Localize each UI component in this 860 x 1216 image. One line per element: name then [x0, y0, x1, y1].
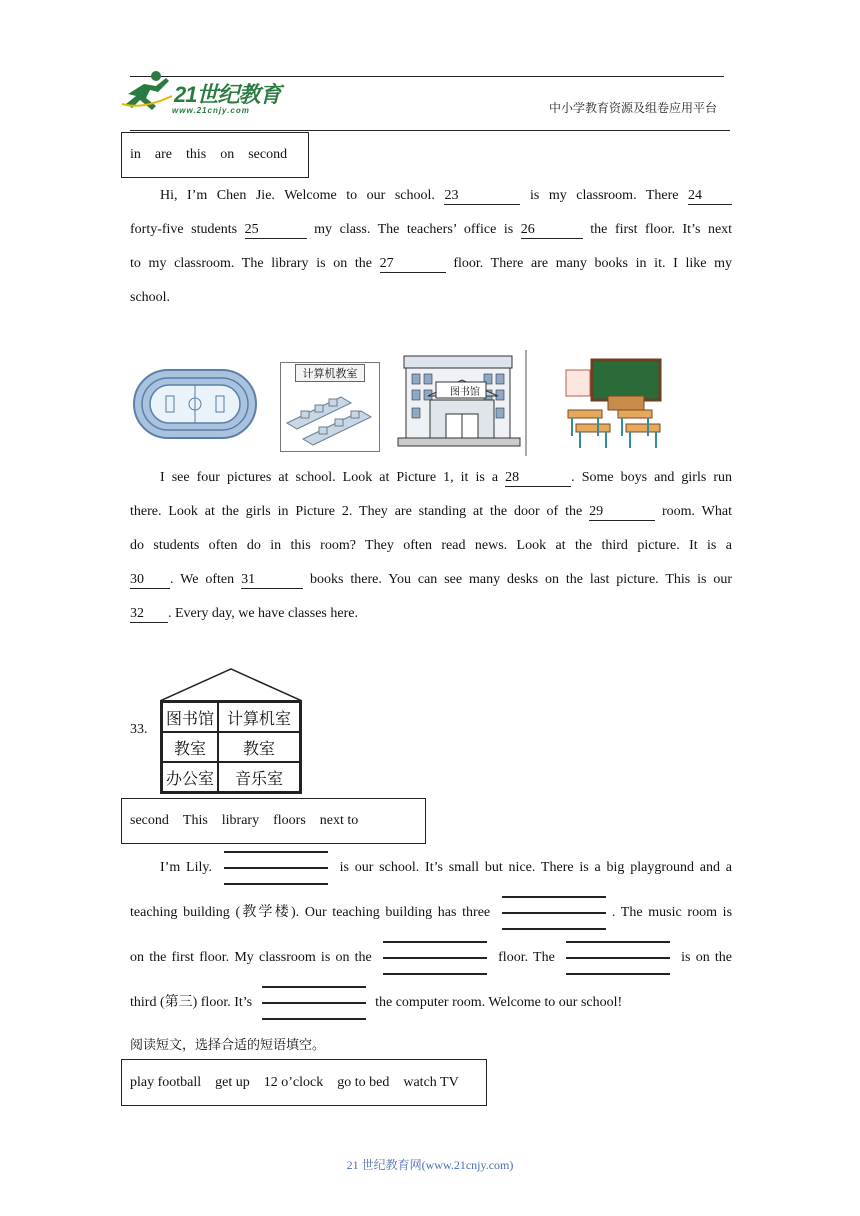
- blank-28[interactable]: 28: [505, 470, 571, 487]
- text: . The music room is: [611, 905, 733, 920]
- floor-cell: 计算机室: [218, 702, 300, 732]
- footer-link[interactable]: 21 世纪教育网(www.21cnjy.com): [346, 1158, 514, 1172]
- s3-line-3: [130, 940, 732, 976]
- word-box-3: [121, 1059, 487, 1106]
- word-box-1: [121, 132, 309, 178]
- library-sign: 图书馆: [450, 387, 480, 398]
- word-option: This: [182, 813, 208, 828]
- s1-line-4: school.: [130, 290, 171, 305]
- header-bottom-rule: [130, 130, 730, 131]
- answer-blank[interactable]: [383, 941, 487, 975]
- word-option: second: [130, 813, 169, 828]
- answer-blank[interactable]: [566, 941, 670, 975]
- word-box-2: [121, 798, 426, 844]
- s2-line-3: do students often do in this room? They often read news. Look at the third picture. It is a: [130, 538, 732, 553]
- blank-32[interactable]: 32: [130, 606, 168, 623]
- s2-line-5: [130, 604, 732, 624]
- text: teaching building (教学楼). Our teaching building has three: [130, 905, 491, 920]
- word-option: library: [221, 813, 260, 828]
- s2-line-1: [130, 468, 732, 488]
- text: I see four pictures at school. Look at Picture 1, it is a: [160, 470, 499, 485]
- phrase-option: 12 o’clock: [263, 1074, 324, 1090]
- blank-30[interactable]: 30: [130, 572, 170, 589]
- answer-blank[interactable]: [224, 851, 328, 885]
- computer-room-sign: 计算机教室: [295, 364, 365, 382]
- text: is my classroom. There: [530, 188, 679, 203]
- text: floor. The: [498, 950, 555, 965]
- floor-cell: 教室: [162, 732, 218, 762]
- text: . Every day, we have classes here.: [168, 606, 358, 621]
- phrase-option: go to bed: [337, 1074, 390, 1090]
- text: . We often: [170, 572, 235, 587]
- text: my class. The teachers’ office is: [314, 222, 514, 237]
- text: is on the: [681, 950, 732, 965]
- s1-line-2: [130, 220, 732, 240]
- blank-29[interactable]: 29: [589, 504, 655, 521]
- text: Hi, I’m Chen Jie. Welcome to our school.: [160, 188, 435, 203]
- text: . Some boys and girls run: [571, 470, 733, 485]
- text: books there. You can see many desks on the last picture. This is our: [310, 572, 733, 587]
- text: to my classroom. The library is on the: [130, 256, 372, 271]
- library-building-picture: [394, 350, 532, 456]
- text: forty-five students: [130, 222, 238, 237]
- blank-23[interactable]: 23: [444, 188, 520, 205]
- s1-line-3: [130, 254, 732, 274]
- instruction: 阅读短文，选择合适的短语填空。: [130, 1038, 326, 1053]
- runner-logo-icon: [122, 70, 174, 112]
- word-option: floors: [273, 813, 306, 828]
- text: there. Look at the girls in Picture 2. They are standing at the door of the: [130, 504, 583, 519]
- blank-24[interactable]: 24: [688, 188, 732, 205]
- blank-27[interactable]: 27: [380, 256, 446, 273]
- floor-cell: 音乐室: [218, 762, 300, 792]
- text: on the first floor. My classroom is on the: [130, 950, 372, 965]
- tagline: 中小学教育资源及组卷应用平台: [549, 101, 718, 115]
- phrase-option: get up: [215, 1074, 250, 1090]
- answer-blank[interactable]: [502, 896, 606, 930]
- text: floor. There are many books in it. I like my: [453, 256, 733, 271]
- logo-text: 21世纪教育: [174, 82, 281, 107]
- text: third (第三) floor. It’s: [130, 995, 253, 1010]
- blank-25[interactable]: 25: [245, 222, 307, 239]
- s3-line-1: [130, 850, 732, 886]
- site-logo: [122, 70, 292, 116]
- s3-line-2: [130, 895, 732, 931]
- word-option: on: [220, 147, 235, 162]
- phrase-option: play football: [130, 1074, 202, 1090]
- text: I’m Lily.: [160, 860, 212, 875]
- blank-26[interactable]: 26: [521, 222, 583, 239]
- text: the computer room. Welcome to our school!: [375, 995, 623, 1010]
- word-option: are: [154, 147, 172, 162]
- house-roof-icon: [160, 667, 302, 703]
- text: is our school. It’s small but nice. There is a big playground and a: [339, 860, 733, 875]
- floor-cell: 图书馆: [162, 702, 218, 732]
- running-track-picture: [132, 368, 258, 440]
- text: the first floor. It’s next: [590, 222, 733, 237]
- s1-line-1: [130, 186, 732, 206]
- text: room. What: [661, 504, 732, 519]
- blank-31[interactable]: 31: [241, 572, 303, 589]
- floor-cell: 办公室: [162, 762, 218, 792]
- computer-desks-icon: [281, 383, 379, 453]
- question-number: 33.: [130, 722, 148, 737]
- phrase-option: watch TV: [403, 1074, 459, 1090]
- word-option: second: [248, 147, 288, 162]
- word-option: next to: [319, 813, 359, 828]
- school-floor-plan: [160, 700, 302, 794]
- word-option: in: [130, 147, 141, 162]
- answer-blank[interactable]: [262, 986, 366, 1020]
- floor-cell: 教室: [218, 732, 300, 762]
- logo-url: www.21cnjy.com: [172, 106, 250, 115]
- s3-line-4: [130, 985, 732, 1021]
- word-option: this: [185, 147, 207, 162]
- s2-line-2: [130, 502, 732, 522]
- s2-line-4: [130, 570, 732, 590]
- classroom-picture: [556, 356, 682, 450]
- computer-room-picture: [280, 362, 380, 452]
